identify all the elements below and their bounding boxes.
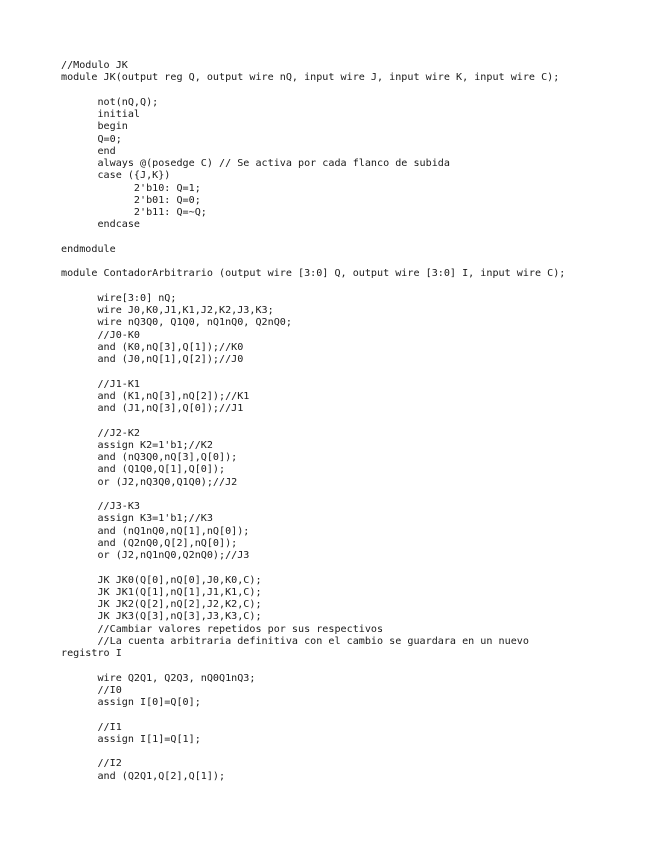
code-line: always @(posedge C) // Se activa por cada flanco de subida [61,158,450,169]
code-line: wire Q2Q1, Q2Q3, nQ0Q1nQ3; [61,672,256,684]
code-line [61,562,641,574]
code-line [61,746,641,758]
code-line: module JK(output reg Q, output wire nQ, input wire J, input wire K, input wire C); [61,72,560,84]
code-block [61,60,641,783]
code-line: //I1 [61,721,122,733]
code-line: JK JK0(Q[0],nQ[0],J0,K0,C); [61,574,262,586]
code-line: end [61,145,116,157]
code-line: //Modulo JK [61,60,128,71]
code-line: 2'b10: Q=1; [61,182,201,194]
code-line: //J0-K0 [61,329,141,341]
code-line [61,281,641,293]
code-line: assign K3=1'b1;//K3 [61,513,213,525]
code-line: and (J1,nQ[3],Q[0]);//J1 [61,403,244,414]
code-line: wire J0,K0,J1,K1,J2,K2,J3,K3; [61,305,274,316]
code-line: //I2 [61,758,122,770]
code-line: and (nQ3Q0,nQ[3],Q[0]); [61,452,238,463]
code-line: //J2-K2 [61,427,141,439]
code-line: module ContadorArbitrario (output wire [3:0] Q, output wire [3:0] I, input wire C); [61,268,566,280]
code-line: endcase [61,219,141,231]
code-line: //La cuenta arbitraria definitiva con el cambio se guardara en un nuevo [61,635,529,647]
code-line [61,366,641,378]
code-line: case ({J,K}) [61,170,171,182]
code-line: wire[3:0] nQ; [61,292,177,304]
code-line: or (J2,nQ3Q0,Q1Q0);//J2 [61,476,238,488]
code-line: initial [61,109,141,120]
code-line: endmodule [61,243,116,255]
code-line: //Cambiar valores repetidos por sus respectivos [61,623,384,635]
code-line: assign I[1]=Q[1]; [61,733,201,745]
code-line [61,709,641,721]
code-line: and (J0,nQ[1],Q[2]);//J0 [61,354,244,365]
code-line: assign K2=1'b1;//K2 [61,439,213,451]
code-line [61,256,641,268]
code-line [61,660,641,672]
code-line: //J3-K3 [61,501,141,512]
code-line: begin [61,121,128,133]
code-line [61,232,641,244]
code-line: and (Q2nQ0,Q[2],nQ[0]); [61,537,238,549]
code-line: 2'b11: Q=~Q; [61,207,207,218]
code-line: registro I [61,648,122,659]
code-line: and (K0,nQ[3],Q[1]);//K0 [61,341,244,353]
code-line: or (J2,nQ1nQ0,Q2nQ0);//J3 [61,550,250,561]
code-line: and (nQ1nQ0,nQ[1],nQ[0]); [61,525,250,537]
code-line: JK JK2(Q[2],nQ[2],J2,K2,C); [61,599,262,610]
code-line [61,415,641,427]
code-line: assign I[0]=Q[0]; [61,697,201,708]
code-line: //I0 [61,684,122,696]
code-line: and (K1,nQ[3],nQ[2]);//K1 [61,390,250,402]
code-line: not(nQ,Q); [61,96,159,108]
code-line: and (Q2Q1,Q[2],Q[1]); [61,770,226,782]
code-line: and (Q1Q0,Q[1],Q[0]); [61,464,226,476]
code-line: //J1-K1 [61,378,141,390]
code-line: Q=0; [61,133,122,145]
code-line: wire nQ3Q0, Q1Q0, nQ1nQ0, Q2nQ0; [61,317,292,329]
code-line: JK JK3(Q[3],nQ[3],J3,K3,C); [61,611,262,623]
code-line [61,489,641,501]
code-line [61,85,641,97]
code-line: JK JK1(Q[1],nQ[1],J1,K1,C); [61,586,262,598]
code-line: 2'b01: Q=0; [61,194,201,206]
